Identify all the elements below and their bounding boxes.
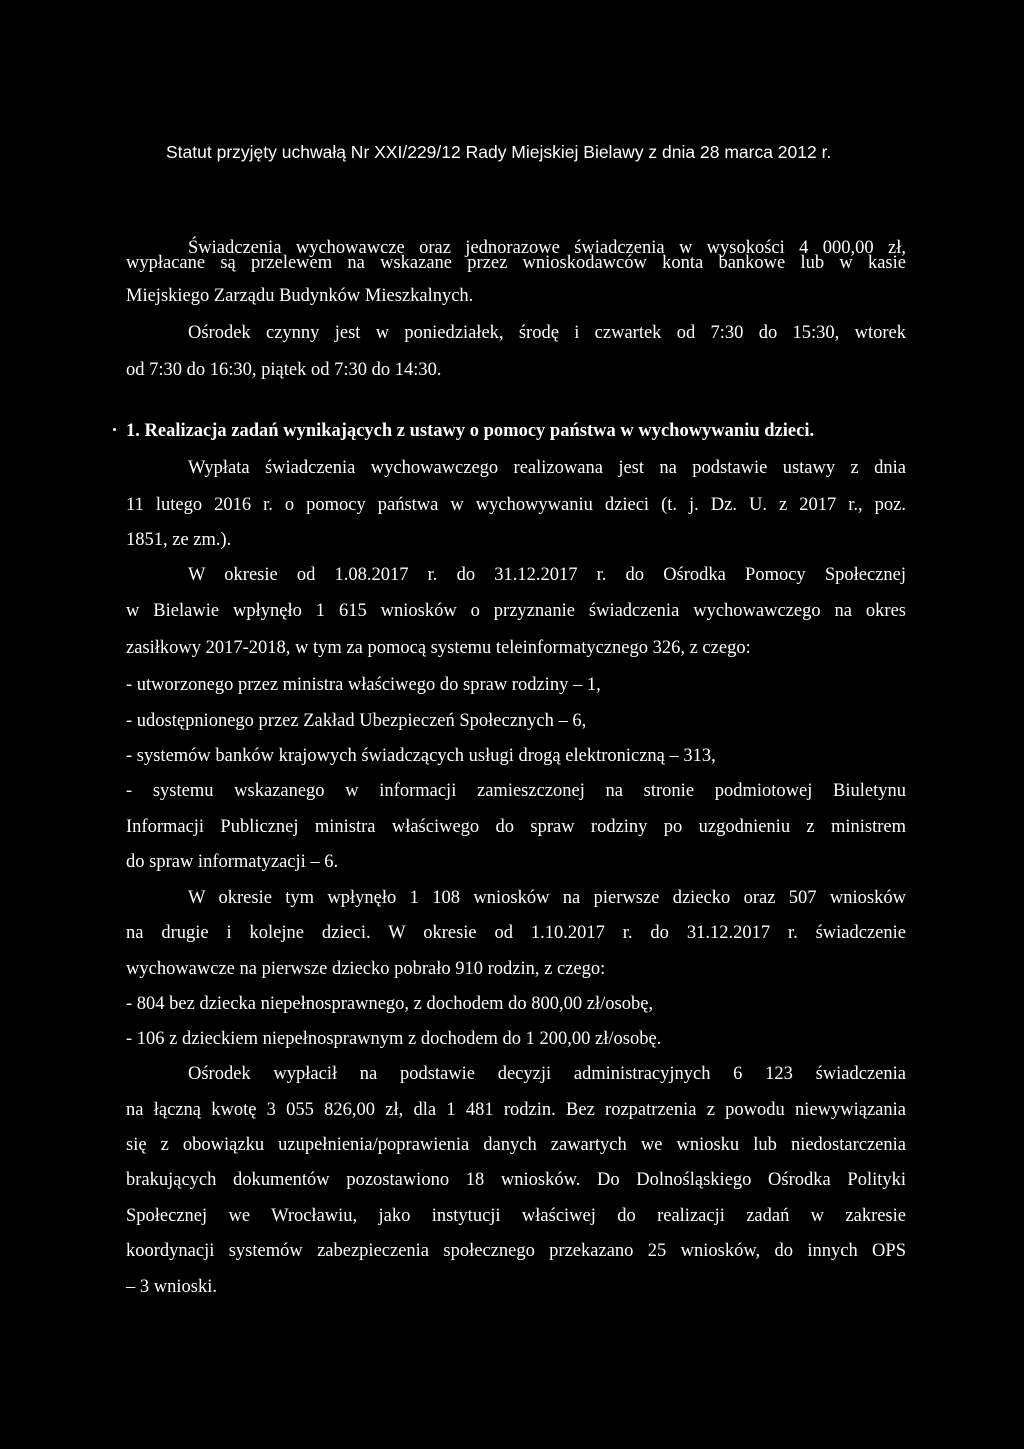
section-1-list-item-5: - 804 bez dziecka niepełnosprawnego, z dochodem do 800,00 zł/osobę, [126, 994, 654, 1014]
section-1-list-item-4-line-3: do spraw informatyzacji – 6. [126, 852, 339, 872]
intro-paragraph-2-line-2: od 7:30 do 16:30, piątek od 7:30 do 14:30. [126, 360, 442, 380]
section-1-paragraph-2-line-3: zasiłkowy 2017-2018, w tym za pomocą systemu teleinformatycznego 326, z czego: [126, 638, 751, 658]
section-1-paragraph-4-line-7: – 3 wnioski. [126, 1277, 217, 1297]
section-1-list-item-4-line-2: Informacji Publicznej ministra właściwego do spraw rodziny po uzgodnieniu z ministrem [126, 817, 906, 837]
section-1-list-item-6: - 106 z dzieckiem niepełnosprawnym z dochodem do 1 200,00 zł/osobę. [126, 1029, 662, 1049]
section-1-list-item-1: - utworzonego przez ministra właściwego do spraw rodziny – 1, [126, 675, 601, 695]
section-1-list-item-4-line-1: - systemu wskazanego w informacji zamieszczonej na stronie podmiotowej Biuletynu [126, 781, 906, 801]
section-1-list-item-2: - udostępnionego przez Zakład Ubezpieczeń Społecznych – 6, [126, 711, 587, 731]
section-1-paragraph-2-line-2: w Bielawie wpłynęło 1 615 wniosków o przyznanie świadczenia wychowawczego na okres [126, 601, 906, 621]
section-1-paragraph-3-line-2: na drugie i kolejne dzieci. W okresie od 1.10.2017 r. do 31.12.2017 r. świadczenie [126, 923, 906, 943]
intro-paragraph-1-line-2: wypłacane są przelewem na wskazane przez wnioskodawców konta bankowe lub w kasie [126, 253, 906, 273]
intro-paragraph-2-line-1: Ośrodek czynny jest w poniedziałek, środę i czwartek od 7:30 do 15:30, wtorek [188, 323, 906, 343]
section-1-paragraph-1-line-2: 11 lutego 2016 r. o pomocy państwa w wychowywaniu dzieci (t. j. Dz. U. z 2017 r., poz. [126, 495, 906, 515]
statute-header: Statut przyjęty uchwałą Nr XXI/229/12 Rady Miejskiej Bielawy z dnia 28 marca 2012 r. [166, 142, 832, 162]
section-1-list-item-3: - systemów banków krajowych świadczących usługi drogą elektroniczną – 313, [126, 746, 716, 766]
section-1-paragraph-3-line-3: wychowawcze na pierwsze dziecko pobrało 910 rodzin, z czego: [126, 959, 606, 979]
section-1-paragraph-3-line-1: W okresie tym wpłynęło 1 108 wniosków na pierwsze dziecko oraz 507 wniosków [188, 888, 906, 908]
section-1-paragraph-4-line-3: się z obowiązku uzupełnienia/poprawienia danych zawartych we wniosku lub niedostarczenia [126, 1135, 906, 1155]
section-1-paragraph-4-line-2: na łączną kwotę 3 055 826,00 zł, dla 1 481 rodzin. Bez rozpatrzenia z powodu niewywiązania [126, 1100, 906, 1120]
section-1-paragraph-4-line-5: Społecznej we Wrocławiu, jako instytucji właściwej do realizacji zadań w zakresie [126, 1206, 906, 1226]
section-1-paragraph-1-line-3: 1851, ze zm.). [126, 530, 232, 550]
intro-paragraph-1-line-1: Świadczenia wychowawcze oraz jednorazowe świadczenia w wysokości 4 000,00 zł, [188, 238, 906, 258]
section-1-heading: 1. Realizacja zadań wynikających z ustawy o pomocy państwa w wychowywaniu dzieci. [126, 421, 815, 441]
section-1-paragraph-4-line-4: brakujących dokumentów pozostawiono 18 wniosków. Do Dolnośląskiego Ośrodka Polityki [126, 1170, 906, 1190]
section-1-paragraph-2-line-1: W okresie od 1.08.2017 r. do 31.12.2017 r. do Ośrodka Pomocy Społecznej [188, 565, 906, 585]
section-1-paragraph-1-line-1: Wypłata świadczenia wychowawczego realizowana jest na podstawie ustawy z dnia [188, 458, 906, 478]
section-1-paragraph-4-line-6: koordynacji systemów zabezpieczenia społecznego przekazano 25 wniosków, do innych OPS [126, 1241, 906, 1261]
intro-paragraph-1-line-3: Miejskiego Zarządu Budynków Mieszkalnych. [126, 286, 474, 306]
section-1-paragraph-4-line-1: Ośrodek wypłacił na podstawie decyzji administracyjnych 6 123 świadczenia [188, 1064, 906, 1084]
bullet-mark [113, 428, 116, 431]
